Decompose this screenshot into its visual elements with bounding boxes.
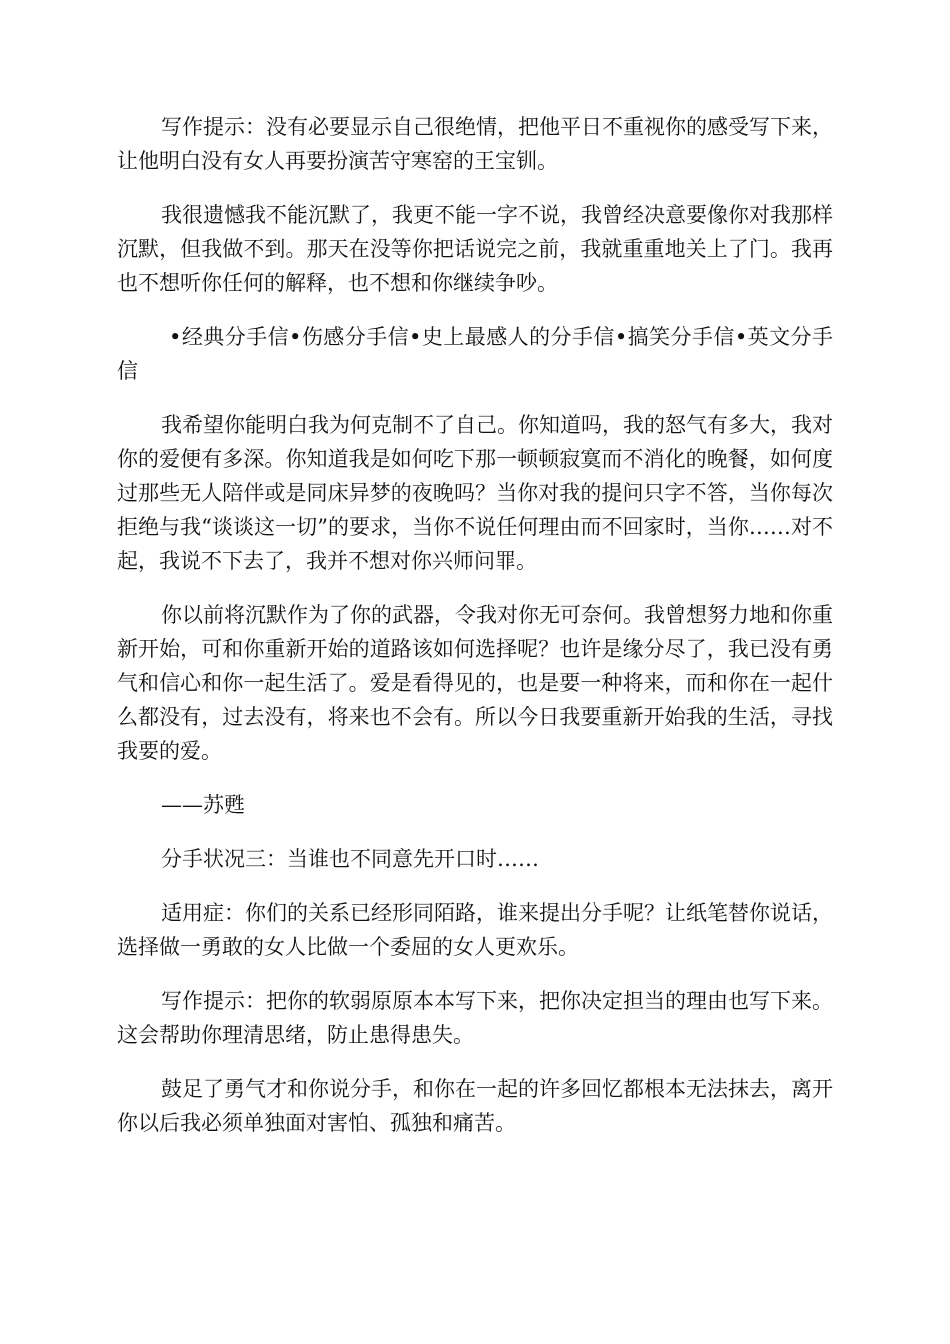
paragraph-applicable: 适用症：你们的关系已经形同陌路，谁来提出分手呢？让纸笔替你说话，选择做一勇敢的女人比做一个委屈的女人更欢乐。: [117, 901, 833, 959]
paragraph-writing-tip: 写作提示：没有必要显示自己很绝情，把他平日不重视你的感受写下来，让他明白没有女人再要扮演苦守寒窑的王宝钏。: [117, 115, 833, 173]
paragraph-letter-body: 我希望你能明白我为何克制不了自己。你知道吗，我的怒气有多大，我对你的爱便有多深。你知道我是如何吃下那一顿顿寂寞而不消化的晚餐，如何度过那些无人陪伴或是同床异梦的夜晚吗？当你对我的提问只字不答，当你每次拒绝与我“谈谈这一切”的要求，当你不说任何理由而不回家时，当你……对不起，我说不下去了，我并不想对你兴师问罪。: [117, 413, 833, 573]
section-heading-situation-three: 分手状况三：当谁也不同意先开口时……: [161, 847, 539, 871]
signature: ——苏甦: [161, 793, 245, 817]
related-links[interactable]: •经典分手信•伤感分手信•史上最感人的分手信•搞笑分手信•英文分手信: [117, 325, 833, 383]
paragraph-writing-tip-2: 写作提示：把你的软弱原原本本写下来，把你决定担当的理由也写下来。这会帮助你理清思绪，防止患得患失。: [117, 989, 833, 1047]
paragraph-letter-start: 鼓足了勇气才和你说分手，和你在一起的许多回忆都根本无法抹去，离开你以后我必须单独面对害怕、孤独和痛苦。: [117, 1077, 833, 1135]
document-body: [117, 110, 833, 1160]
paragraph-letter-opening: 我很遗憾我不能沉默了，我更不能一字不说，我曾经决意要像你对我那样沉默，但我做不到。那天在没等你把话说完之前，我就重重地关上了门。我再也不想听你任何的解释，也不想和你继续争吵。: [117, 203, 833, 295]
paragraph-letter-ending: 你以前将沉默作为了你的武器，令我对你无可奈何。我曾想努力地和你重新开始，可和你重新开始的道路该如何选择呢？也许是缘分尽了，我已没有勇气和信心和你一起生活了。爱是看得见的，也是要一种将来，而和你在一起什么都没有，过去没有，将来也不会有。所以今日我要重新开始我的生活，寻找我要的爱。: [117, 603, 833, 763]
